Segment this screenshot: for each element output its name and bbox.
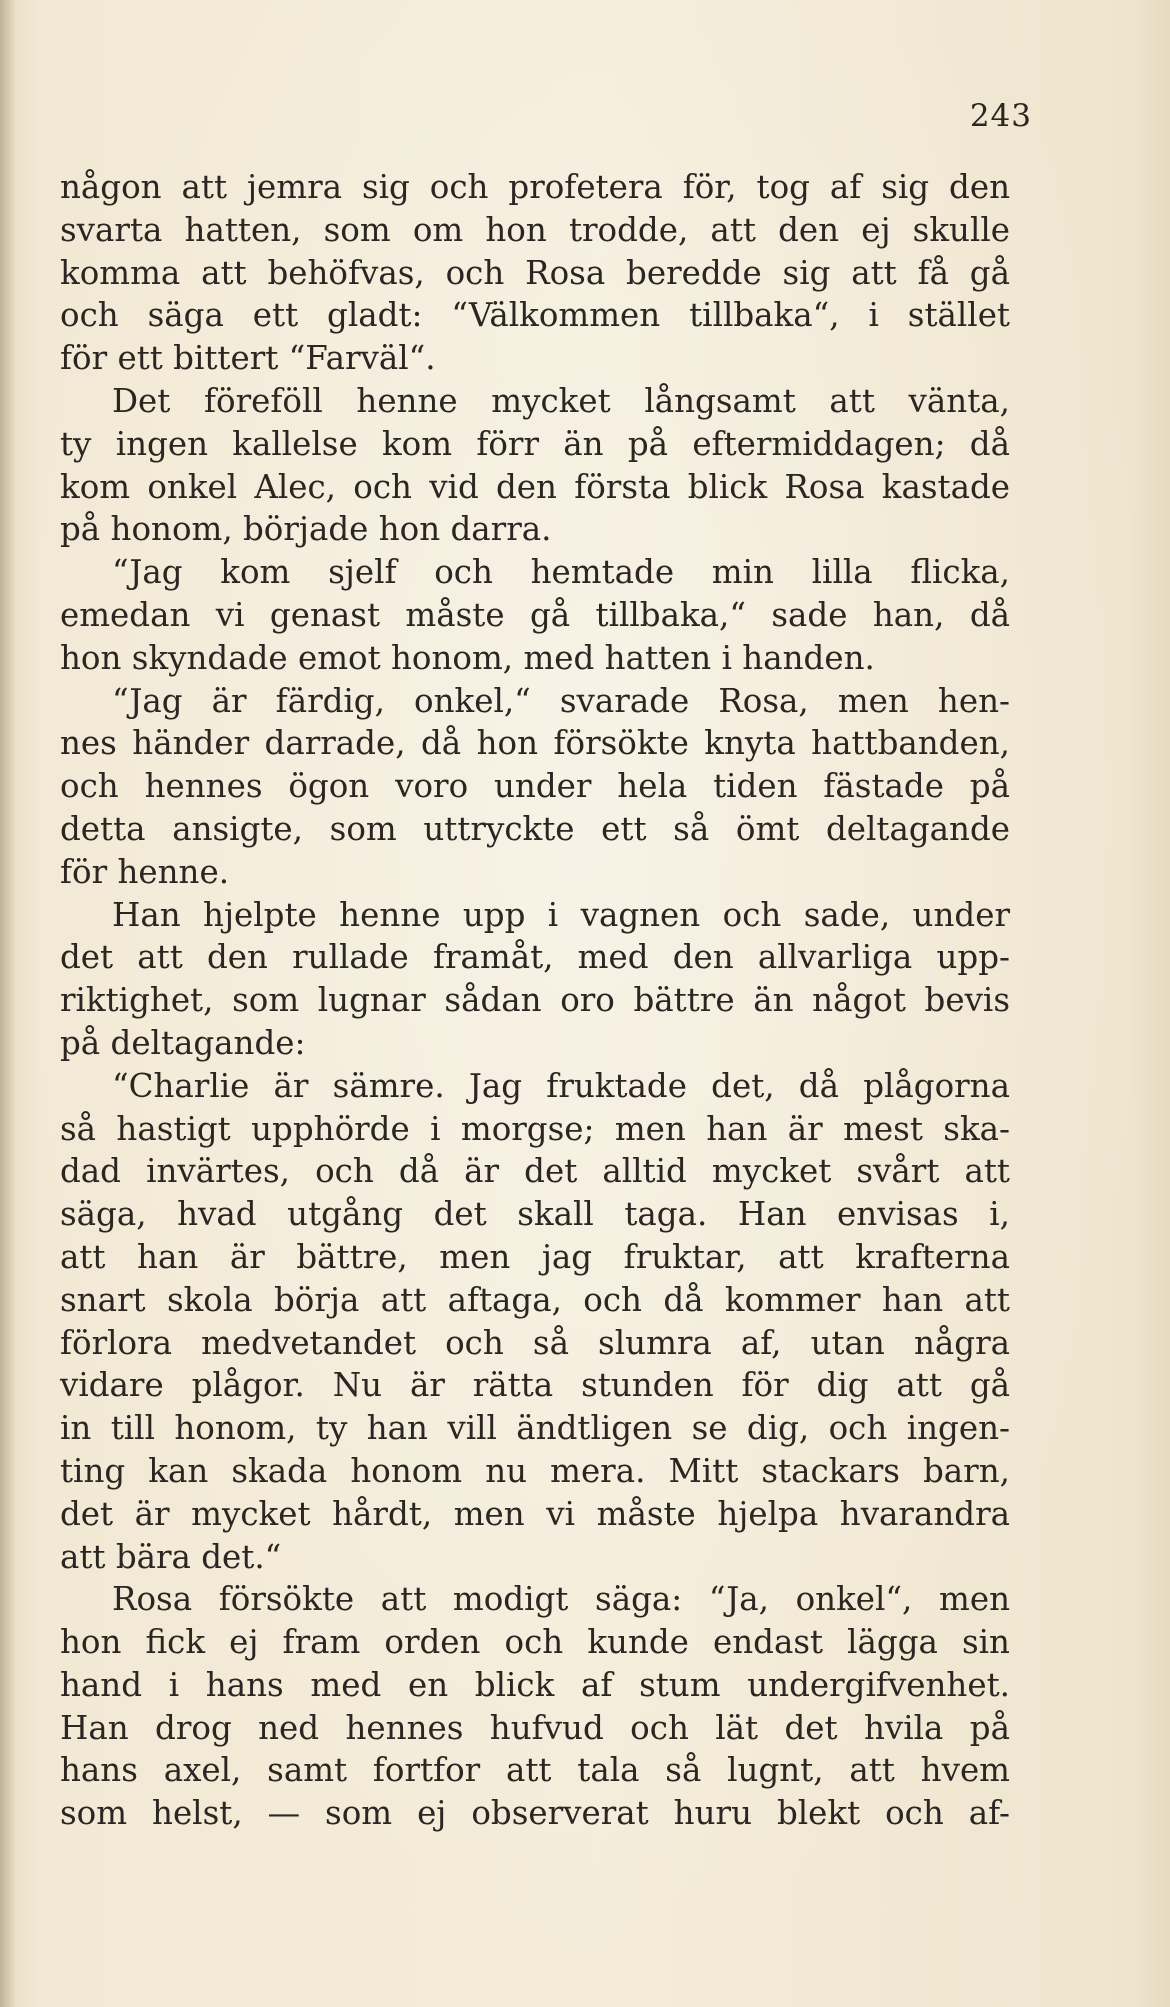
text-line: förlora medvetandet och så slumra af, utan några: [60, 1323, 1010, 1362]
text-line: Det föreföll henne mycket långsamt att vänta,: [112, 381, 1010, 420]
text-line: komma att behöfvas, och Rosa beredde sig att få gå: [60, 253, 1010, 292]
text-line: in till honom, ty han vill ändtligen se dig, och ingen-: [60, 1409, 1010, 1448]
text-line: säga, hvad utgång det skall taga. Han envisas i,: [60, 1195, 1010, 1234]
text-line: att bära det.“: [60, 1537, 282, 1576]
text-line: Rosa försökte att modigt säga: “Ja, onkel“, men: [112, 1580, 1010, 1619]
text-line: Han hjelpte henne upp i vagnen och sade, under: [112, 895, 1010, 934]
text-line: emedan vi genast måste gå tillbaka,“ sade han, då: [60, 595, 1010, 634]
text-line: hon fick ej fram orden och kunde endast lägga sin: [60, 1623, 1010, 1662]
text-line: ty ingen kallelse kom förr än på eftermiddagen; då: [60, 424, 1010, 463]
text-line: på deltagande:: [60, 1023, 306, 1062]
text-line: det är mycket hårdt, men vi måste hjelpa hvarandra: [60, 1494, 1010, 1533]
text-line: detta ansigte, som uttryckte ett så ömt deltagande: [60, 809, 1010, 848]
text-line: “Jag är färdig, onkel,“ svarade Rosa, men hen-: [112, 681, 1010, 720]
text-line: “Jag kom sjelf och hemtade min lilla flicka,: [112, 553, 1010, 592]
text-line: dad invärtes, och då är det alltid mycket svårt att: [60, 1152, 1010, 1191]
text-line: någon att jemra sig och profetera för, tog af sig den: [60, 168, 1010, 206]
text-line: ting kan skada honom nu mera. Mitt stackars barn,: [60, 1451, 1010, 1490]
text-line: hans axel, samt fortfor att tala så lugnt, att hvem: [60, 1751, 1010, 1790]
text-line: och säga ett gladt: “Välkommen tillbaka“, i stället: [60, 296, 1010, 335]
text-line: och hennes ögon voro under hela tiden fästade på: [60, 767, 1010, 806]
text-line: för ett bittert “Farväl“.: [60, 339, 436, 378]
text-line: för henne.: [60, 852, 230, 891]
text-line: kom onkel Alec, och vid den första blick Rosa kastade: [60, 467, 1010, 506]
text-line: vidare plågor. Nu är rätta stunden för dig att gå: [60, 1366, 1010, 1405]
text-line: på honom, började hon darra.: [60, 510, 552, 549]
text-line: snart skola börja att aftaga, och då kommer han att: [60, 1280, 1010, 1319]
page-number: 243: [969, 98, 1032, 134]
text-line: det att den rullade framåt, med den allvarliga upp-: [60, 938, 1010, 977]
text-line: “Charlie är sämre. Jag fruktade det, då plågorna: [112, 1066, 1010, 1105]
text-line: hon skyndade emot honom, med hatten i handen.: [60, 638, 875, 677]
text-line: svarta hatten, som om hon trodde, att den ej skulle: [60, 210, 1010, 249]
text-line: som helst, — som ej observerat huru blekt och af-: [60, 1794, 1010, 1833]
text-line: Han drog ned hennes hufvud och lät det hvila på: [60, 1708, 1010, 1747]
page-gutter-shadow: [0, 0, 16, 2007]
body-text: [60, 166, 1010, 1835]
text-line: hand i hans med en blick af stum undergifvenhet.: [60, 1665, 1010, 1704]
text-line: att han är bättre, men jag fruktar, att krafterna: [60, 1237, 1010, 1276]
text-line: så hastigt upphörde i morgse; men han är mest ska-: [60, 1109, 1010, 1148]
text-line: nes händer darrade, då hon försökte knyta hattbanden,: [60, 724, 1010, 763]
text-line: riktighet, som lugnar sådan oro bättre än något bevis: [60, 981, 1010, 1020]
